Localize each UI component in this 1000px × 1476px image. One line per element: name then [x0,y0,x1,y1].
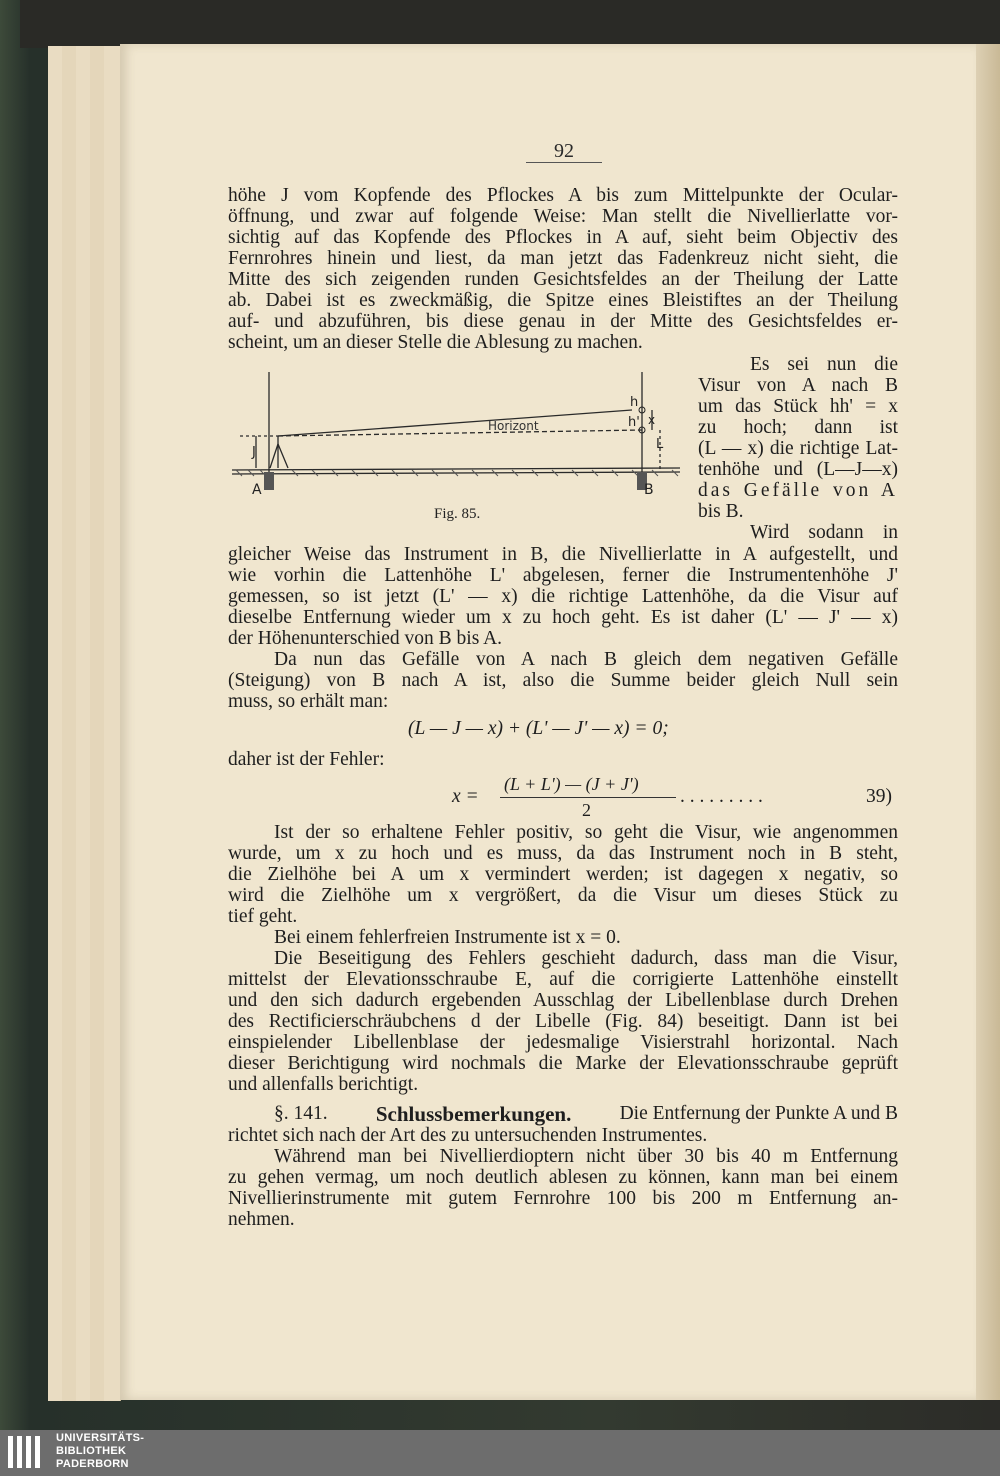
side-text-line: das Gefälle von A [698,480,898,501]
side-text-line: tenhöhe und (L—J—x) [698,459,898,480]
library-name-line: PADERBORN [56,1458,129,1470]
section-title: Schlussbemerkungen. [375,1102,572,1126]
text-line: gleicher Weise das Instrument in B, die Nivellierlatte in A aufgestellt, und [228,544,898,565]
equation-2-numerator: (L + L') — (J + J') [504,774,639,794]
text-line: Bei einem fehlerfreien Instrumente ist x = 0. [274,927,621,948]
text-line: und den sich dadurch ergebenden Ausschlag der Libellenblase durch Drehen [228,990,898,1011]
library-name [56,1432,144,1471]
label-horizont: Horizont [488,419,539,433]
library-footer-bar [0,1430,1000,1476]
text-line: Mitte des sich zeigenden runden Gesichtsfeldes an der Theilung der Latte [228,269,898,290]
label-a: A [252,482,262,498]
text-line: Die Beseitigung des Fehlers geschieht dadurch, dass man die Visur, [274,948,898,969]
label-h-prime: h' [628,415,640,430]
text-line: höhe J vom Kopfende des Pflockes A bis zum Mittelpunkte der Ocular- [228,185,898,206]
label-h: h [630,395,639,410]
text-line: zu gehen vermag, um noch deutlich ablesen zu können, kann man bei einem [228,1167,898,1188]
text-line: Nivellierinstrumente mit gutem Fernrohre 100 bis 200 m Entfernung an- [228,1188,898,1209]
library-logo-icon [6,1432,46,1472]
side-text-line: bis B. [698,501,744,522]
section-number: §. 141. [274,1103,328,1124]
text-line: Ist der so erhaltene Fehler positiv, so geht die Visur, wie angenommen [274,822,898,843]
page-number-rule [526,162,602,163]
label-x: x [648,413,656,427]
library-name-line: UNIVERSITÄTS- [56,1432,145,1444]
text-line: und allenfalls berichtigt. [228,1074,419,1095]
equation-2-lhs: x = [452,786,479,807]
section-text: Die Entfernung der Punkte A und B [619,1103,898,1124]
text-line: muss, so erhält man: [228,691,389,712]
text-line: Während man bei Nivellierdioptern nicht über 30 bis 40 m Entfernung [274,1146,898,1167]
side-text-line: (L — x) die richtige Lat- [698,438,898,459]
text-line: dieser Berichtigung wird nochmals die Marke der Elevationsschraube geprüft [228,1053,898,1074]
label-j: J [252,445,256,460]
page-edge [62,46,77,1401]
equation-2-denominator: 2 [582,800,591,820]
side-text-line: zu hoch; dann ist [698,417,898,438]
text-line: die Zielhöhe bei A um x vermindert werden; ist dagegen x negativ, so [228,864,898,885]
section-heading-line [274,1104,898,1125]
text-line: öffnung, und zwar auf folgende Weise: Man stellt die Nivellierlatte vor- [228,206,898,227]
fraction-bar [500,797,676,798]
label-b: B [644,482,654,498]
page-edge [104,46,121,1401]
text-line: auf- und abzuführen, bis diese genau in der Mitte des Gesichtsfeldes er- [228,311,898,332]
side-text-line: Es sei nun die [750,354,898,375]
equation-2-dots: . . . . . . . . . [680,786,763,807]
side-text-line: um das Stück hh' = x [698,396,898,417]
page-number: 92 [554,140,574,162]
text-line: richtet sich nach der Art des zu untersuchenden Instrumentes. [228,1125,708,1146]
text-line: Wird sodann in [750,522,898,543]
label-l: L [656,437,664,452]
page-edge [76,46,91,1401]
library-name-line: BIBLIOTHEK [56,1445,127,1457]
text-line: wie vorhin die Lattenhöhe L' abgelesen, ferner die Instrumentenhöhe J' [228,565,898,586]
figure-caption: Fig. 85. [434,506,481,522]
side-text-line: Visur von A nach B [698,375,898,396]
next-page-edge [976,44,1000,1400]
text-line: Da nun das Gefälle von A nach B gleich dem negativen Gefälle [274,649,898,670]
text-line: (Steigung) von B nach A ist, also die Summe beider gleich Null sein [228,670,898,691]
cover-top-edge [20,0,1000,48]
page-edge [48,46,63,1401]
text-line: tief geht. [228,906,298,927]
text-line: mittelst der Elevationsschraube E, auf die corrigierte Lattenhöhe einstellt [228,969,898,990]
equation-number: 39) [866,786,892,807]
text-line: scheint, um an dieser Stelle die Ablesung zu machen. [228,332,643,353]
equation-1: (L — J — x) + (L' — J' — x) = 0; [408,718,669,739]
text-line: der Höhenunterschied von B bis A. [228,628,503,649]
figure-85-leveling-diagram [232,368,680,504]
text-line: sichtig auf das Kopfende des Pflockes in A auf, sieht beim Objectiv des [228,227,898,248]
text-line: gemessen, so ist jetzt (L' — x) die richtige Lattenhöhe, da die Visur auf [228,586,898,607]
text-line: ab. Dabei ist es zweckmäßig, die Spitze eines Bleistiftes an der Theilung [228,290,898,311]
text-line: wurde, um x zu hoch und es muss, da das Instrument noch in B steht, [228,843,898,864]
text-line: nehmen. [228,1209,295,1230]
text-line: Fernrohres hinein und liest, da man jetzt das Fadenkreuz nicht sieht, die [228,248,898,269]
text-line: des Rectificierschräubchens d der Libelle (Fig. 84) beseitigt. Dann ist bei [228,1011,898,1032]
text-line: daher ist der Fehler: [228,749,385,770]
text-line: dieselbe Entfernung wieder um x zu hoch geht. Es ist daher (L' — J' — x) [228,607,898,628]
page-edge [90,46,105,1401]
text-line: wird die Zielhöhe um x vergrößert, da die Visur um dieses Stück zu [228,885,898,906]
text-line: einspielender Libellenblase der jedesmalige Visierstrahl horizontal. Nach [228,1032,898,1053]
